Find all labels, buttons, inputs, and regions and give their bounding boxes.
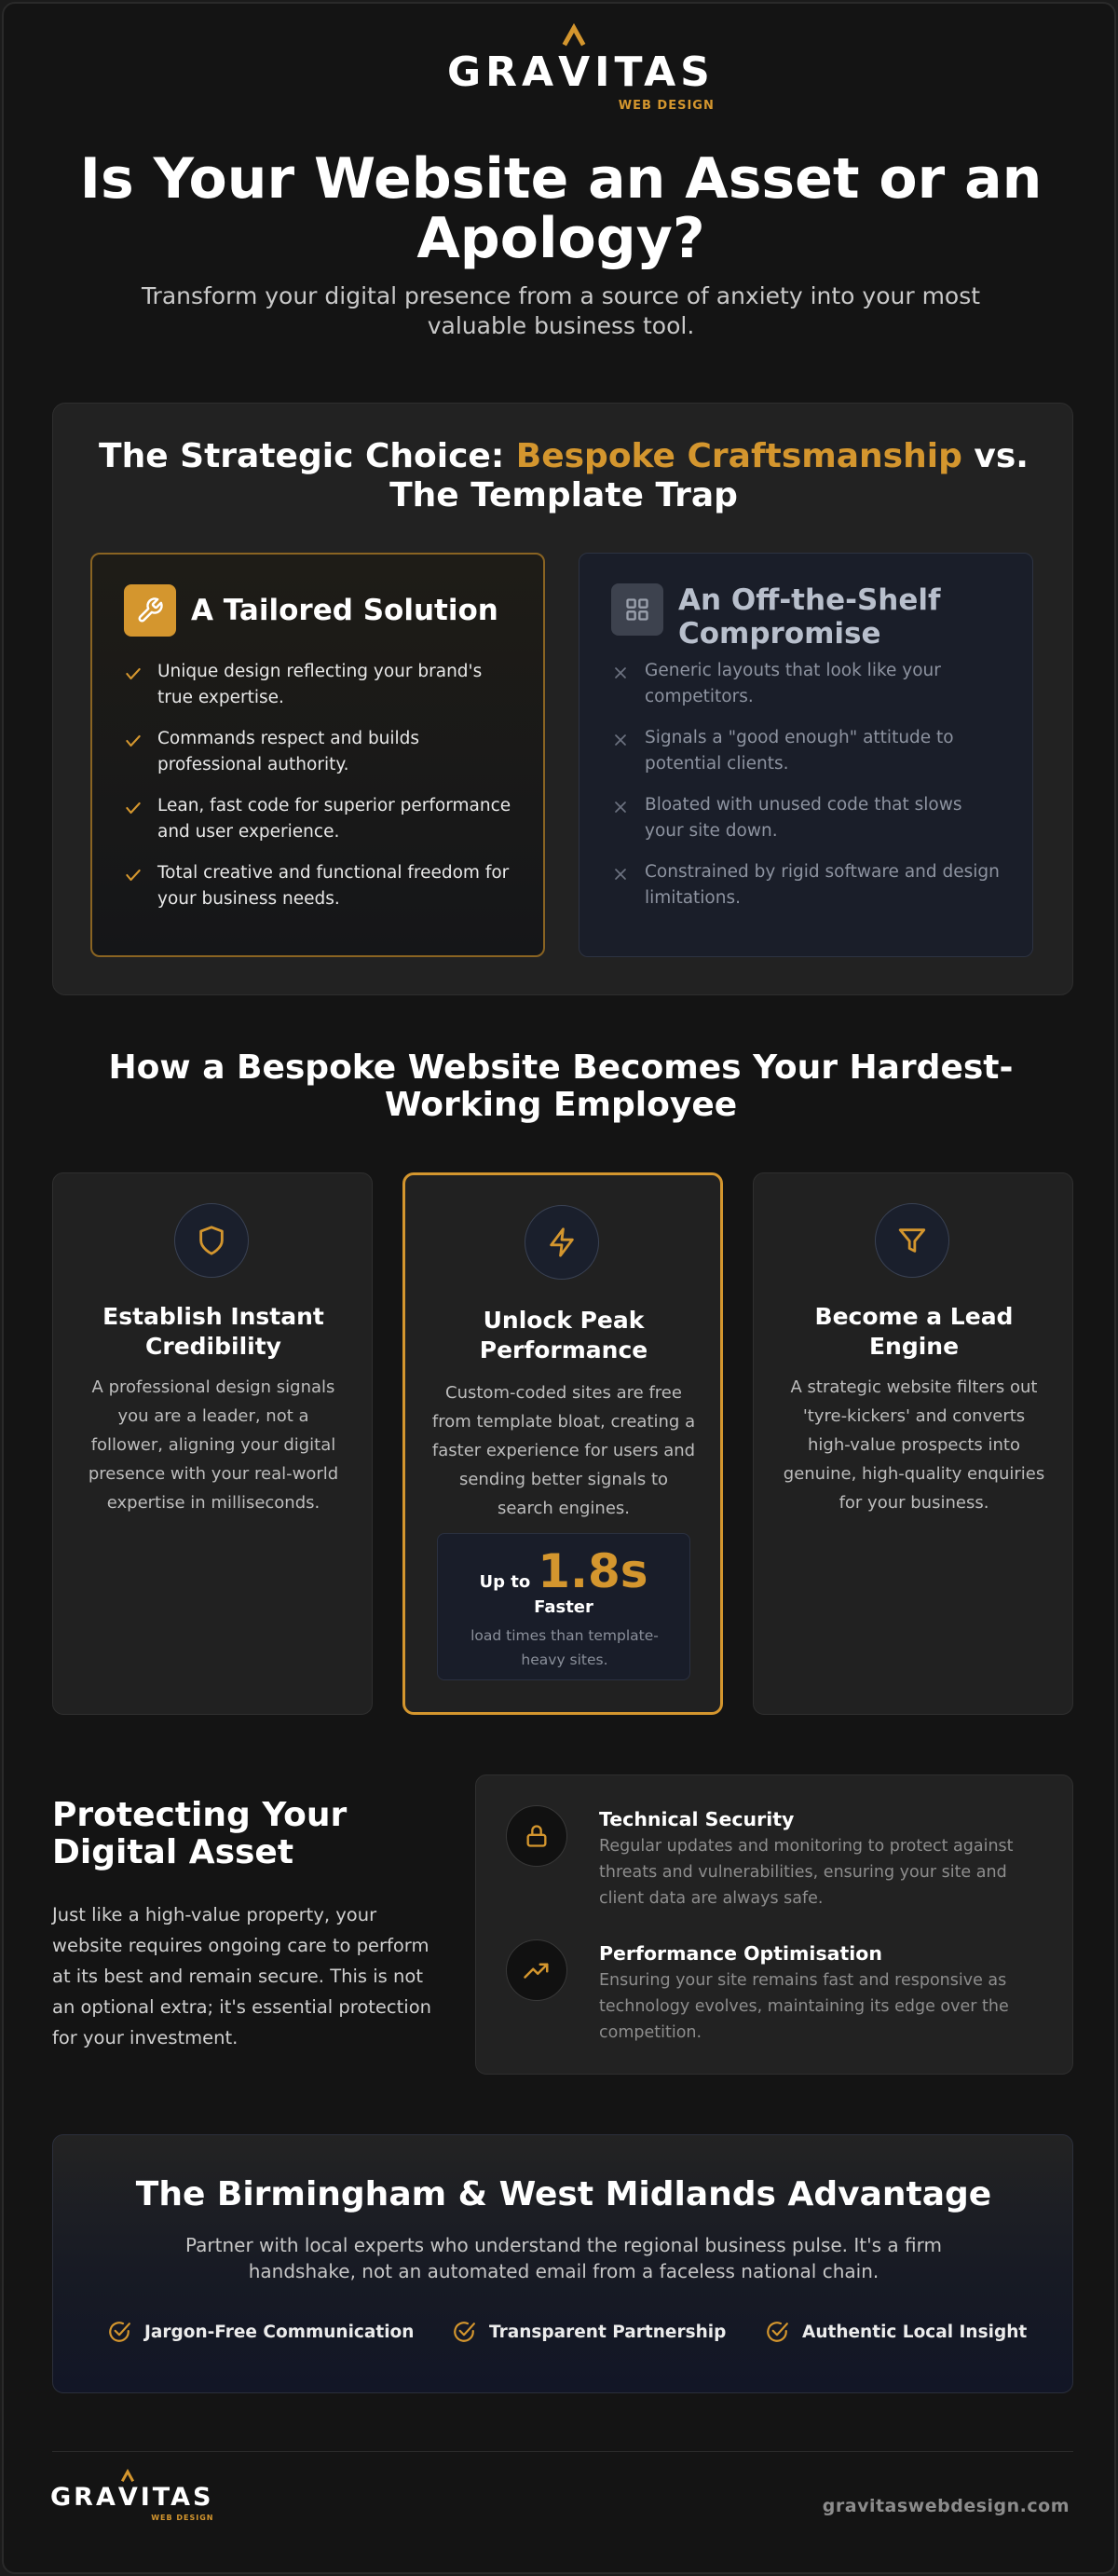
employee-title: How a Bespoke Website Becomes Your Hardest-Working Employee	[108, 1048, 1014, 1124]
protect-title: Protecting Your Digital Asset	[52, 1796, 348, 1871]
stat-line	[438, 1543, 689, 1599]
list-item	[124, 860, 515, 912]
local-feature	[765, 2320, 1027, 2344]
credibility-card	[52, 1172, 373, 1715]
hero-title: Is Your Website an Asset or an Apology?	[79, 146, 1043, 271]
security-text: Regular updates and monitoring to protect against threats and vulnerabilities, ensuring your site and client data are always safe.	[599, 1837, 1014, 1908]
protection-services-box	[475, 1774, 1073, 2075]
wordmark-part: GRA	[50, 2483, 118, 2512]
protect-text: Just like a high-value property, your website requires ongoing care to perform at its best and remain secure. This is not an optional extra; it's essential protection for your investment.	[52, 1904, 432, 2048]
funnel-icon	[875, 1203, 949, 1278]
local-text: Partner with local experts who understand the regional business pulse. It's a firm handshake, not an automated email from a faceless national chain.	[185, 2234, 942, 2282]
choice-title	[90, 437, 1037, 515]
cross-icon	[611, 664, 630, 682]
speed-stat-box	[437, 1533, 690, 1680]
lead-engine-heading: Become a Lead Engine	[814, 1303, 1014, 1360]
wordmark-part: ITAS	[140, 2483, 214, 2512]
point-text: Constrained by rigid software and design limitations.	[645, 862, 1000, 908]
check-circle-icon	[452, 2320, 476, 2344]
lead-engine-card	[753, 1172, 1073, 1715]
shield-icon	[174, 1203, 249, 1278]
stat-note: load times than template-heavy sites.	[470, 1627, 659, 1668]
list-item	[611, 725, 1002, 777]
check-icon	[124, 665, 143, 683]
performance-heading: Unlock Peak Performance	[479, 1307, 648, 1363]
list-item	[124, 793, 515, 845]
footer-divider	[52, 2451, 1073, 2452]
check-circle-icon	[765, 2320, 789, 2344]
check-icon	[124, 866, 143, 884]
choice-title-highlight: Bespoke Craftsmanship	[515, 437, 962, 475]
wordmark-part: GRA	[447, 48, 559, 96]
hero-subtitle: Transform your digital presence from a source of anxiety into your most valuable business tool.	[141, 282, 981, 339]
website-link[interactable]: gravitaswebdesign.com	[822, 2496, 1070, 2516]
performance-text: Custom-coded sites are free from template bloat, creating a faster experience for users and sending better signals to search engines.	[431, 1383, 696, 1518]
wordmark-part: V	[558, 48, 595, 96]
brand-tagline: WEB DESIGN	[618, 99, 715, 113]
local-feature	[107, 2320, 414, 2344]
wordmark-part: V	[117, 2483, 141, 2512]
tailored-solution-card	[90, 553, 545, 957]
local-feature	[452, 2320, 726, 2344]
grid-icon	[611, 583, 663, 636]
lock-icon	[506, 1805, 567, 1867]
cross-icon	[611, 731, 630, 749]
tailored-points	[124, 659, 515, 927]
choice-title-start: The Strategic Choice:	[99, 437, 516, 475]
credibility-heading: Establish Instant Credibility	[102, 1303, 324, 1360]
brand-wordmark	[50, 2483, 213, 2513]
trending-up-icon	[506, 1939, 567, 2001]
point-text: Generic layouts that look like your competitors.	[645, 661, 941, 706]
point-text: Signals a "good enough" attitude to potential clients.	[645, 728, 954, 774]
infographic-page	[2, 2, 1116, 2574]
check-icon	[124, 799, 143, 817]
chevron-peak-icon	[118, 2483, 141, 2513]
stat-value: 1.8s	[538, 1544, 648, 1598]
optimisation-heading: Performance Optimisation	[599, 1942, 882, 1965]
check-circle-icon	[107, 2320, 131, 2344]
stat-prefix: Up to	[479, 1572, 531, 1592]
wordmark-part: ITAS	[594, 48, 715, 96]
brand-logo[interactable]	[447, 48, 715, 113]
off-the-shelf-heading: An Off-the-Shelf Compromise	[678, 583, 941, 651]
brand-wordmark	[447, 48, 715, 97]
strategic-choice-section	[52, 403, 1073, 995]
performance-card	[402, 1172, 723, 1715]
point-text: Total creative and functional freedom for your business needs.	[157, 863, 510, 909]
credibility-text: A professional design signals you are a leader, not a follower, aligning your digital presence with your real-world expertise in milliseconds.	[88, 1377, 339, 1513]
brand-tagline: WEB DESIGN	[151, 2514, 214, 2522]
tailored-heading: A Tailored Solution	[191, 594, 498, 627]
point-text: Lean, fast code for superior performance and user experience.	[157, 796, 511, 842]
point-text: Bloated with unused code that slows your site down.	[645, 795, 962, 841]
local-feature-label: Authentic Local Insight	[802, 2322, 1028, 2342]
local-feature-label: Transparent Partnership	[489, 2322, 727, 2342]
wrench-icon	[124, 584, 176, 637]
off-the-shelf-card	[579, 553, 1033, 957]
chevron-peak-icon	[558, 48, 594, 97]
off-the-shelf-points	[611, 658, 1002, 926]
check-icon	[124, 732, 143, 750]
point-text: Unique design reflecting your brand's true expertise.	[157, 662, 483, 707]
point-text: Commands respect and builds professional authority.	[157, 729, 420, 774]
list-item	[124, 659, 515, 711]
lead-engine-text: A strategic website filters out 'tyre-kickers' and converts high-value prospects into genuine, high-quality enquiries for your business.	[783, 1377, 1045, 1513]
optimisation-text: Ensuring your site remains fast and responsive as technology evolves, maintaining its edge over the competition.	[599, 1971, 1009, 2042]
footer-logo[interactable]	[50, 2483, 213, 2522]
cross-icon	[611, 798, 630, 816]
local-advantage-section	[52, 2134, 1073, 2393]
lightning-icon	[525, 1205, 599, 1280]
list-item	[124, 726, 515, 778]
list-item	[611, 859, 1002, 911]
list-item	[611, 658, 1002, 710]
cross-icon	[611, 865, 630, 884]
list-item	[611, 792, 1002, 844]
local-title: The Birmingham & West Midlands Advantage	[135, 2175, 992, 2213]
choice-title-end: vs. The Template Trap	[389, 437, 1029, 514]
stat-label: Faster	[534, 1597, 593, 1617]
local-feature-label: Jargon-Free Communication	[144, 2322, 415, 2342]
security-heading: Technical Security	[599, 1808, 795, 1830]
